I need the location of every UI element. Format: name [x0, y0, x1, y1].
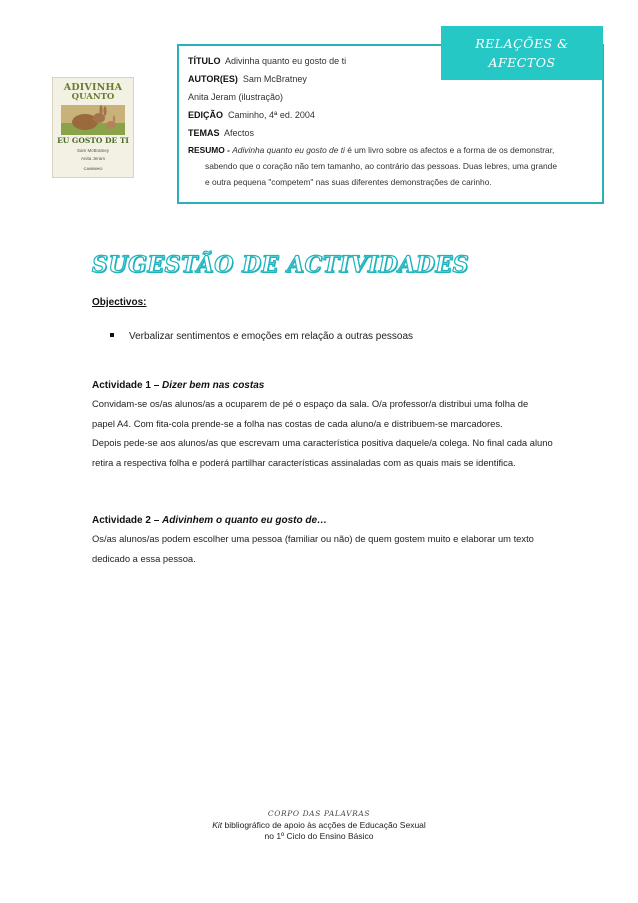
cover-publisher: CAMINHO	[83, 166, 103, 171]
activity1-line1: Convidam-se os/as alunos/as a ocuparem de pé o espaço da sala. O/a professor/a distribui uma folha de	[92, 398, 529, 409]
footer-kit-word: Kit	[212, 820, 223, 830]
activity1-line3: Depois pede-se aos alunos/as que escrevam uma característica positiva daquele/a colega. No final cada aluno	[92, 437, 553, 448]
title-row	[188, 56, 346, 66]
themes-value: Afectos	[224, 128, 255, 138]
activity2-line1: Os/as alunos/as podem escolher uma pessoa (familiar ou não) de quem gostem muito e elaborar um texto	[92, 533, 534, 544]
themes-row	[188, 128, 254, 138]
activity2-line2: dedicado a essa pessoa.	[92, 552, 196, 564]
edition-label: EDIÇÃO	[188, 110, 224, 120]
summary-line-2: sabendo que o coração não tem tamanho, ao contrário das pessoas. Duas lebres, uma grande	[205, 161, 557, 171]
cover-title-line2: QUANTO	[71, 92, 115, 102]
author-value: Sam McBratney	[242, 74, 307, 84]
summary-block	[188, 142, 592, 190]
category-tag	[441, 26, 603, 80]
summary-label: RESUMO -	[188, 145, 230, 155]
book-cover-image	[52, 77, 134, 178]
cover-title-line3: EU GOSTO DE TI	[57, 136, 129, 145]
cover-title-line1: ADIVINHA	[63, 82, 123, 93]
activity1-line4: retira a respectiva folha e poderá partilhar características assinaladas com as quais mais se identifica.	[92, 456, 516, 468]
illustrator-value: Anita Jeram (ilustração)	[188, 92, 284, 102]
footer-brand: CORPO DAS PALAVRAS	[267, 809, 371, 818]
footer-line1-text: bibliográfico de apoio às acções de Educação Sexual	[224, 820, 426, 830]
bullet-square-icon	[110, 333, 114, 337]
activity2-number: Actividade 2 –	[92, 515, 160, 526]
objective-item	[110, 331, 413, 342]
activity2-heading	[92, 515, 327, 526]
summary-line-3: e outra pequena "competem" nas suas diferentes demonstrações de carinho.	[205, 177, 492, 187]
activity1-number: Actividade 1 –	[92, 380, 160, 391]
edition-value: Caminho, 4ª ed. 2004	[228, 110, 315, 120]
themes-label: TEMAS	[188, 128, 220, 138]
hares-illustration-icon	[61, 105, 125, 135]
cover-author: Sam McBratney	[76, 148, 109, 153]
summary-line-1	[188, 142, 592, 158]
category-tag-line1: RELAÇÕES &	[475, 36, 569, 51]
author-label: AUTOR(ES)	[188, 74, 238, 84]
cover-illustrator: Anita Jeram	[80, 156, 105, 161]
section-title: SUGESTÃO DE ACTIVIDADES	[92, 252, 470, 278]
footer-line2: no 1º Ciclo do Ensino Básico	[264, 831, 374, 841]
author-row	[188, 74, 307, 84]
summary-text-1: é um livro sobre os afectos e a forma de os demonstrar,	[347, 145, 555, 155]
activity2-body	[92, 529, 572, 568]
objectives-heading: Objectivos:	[92, 297, 147, 308]
title-value: Adivinha quanto eu gosto de ti	[225, 56, 347, 66]
illustrator-row	[188, 92, 283, 102]
activity1-body	[92, 394, 572, 472]
activity1-line2: papel A4. Com fita-cola prende-se a folha nas costas de cada aluno/a e distribuem-se marcadores.	[92, 417, 503, 429]
objective-text: Verbalizar sentimentos e emoções em relação a outras pessoas	[129, 331, 414, 342]
activity2-name: Adivinhem o quanto eu gosto de…	[162, 515, 328, 526]
title-label: TÍTULO	[188, 56, 221, 66]
category-tag-line2: AFECTOS	[488, 55, 556, 70]
summary-book-title: Adivinha quanto eu gosto de ti	[232, 145, 345, 155]
activity1-name: Dizer bem nas costas	[162, 380, 265, 391]
footer-line1	[0, 820, 638, 831]
edition-row	[188, 110, 315, 120]
activity1-heading	[92, 380, 264, 391]
